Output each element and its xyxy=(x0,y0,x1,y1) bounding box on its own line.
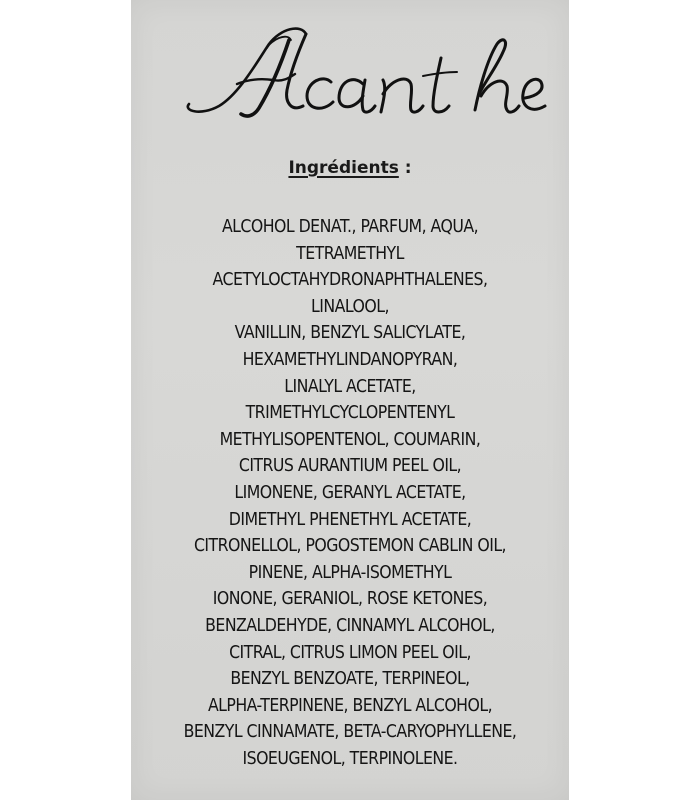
ingredient-line: PINENE, ALPHA-ISOMETHYL xyxy=(248,562,452,583)
ingredient-line: BENZYL CINNAMATE, BETA-CARYOPHYLLENE, xyxy=(183,722,517,743)
ingredient-line: HEXAMETHYLINDANOPYRAN, xyxy=(242,349,458,370)
ingredient-line: ISOEUGENOL, TERPINOLENE. xyxy=(242,748,458,769)
ingredient-line: ALCOHOL DENAT., PARFUM, AQUA, xyxy=(221,217,479,237)
brand-logo xyxy=(131,10,569,140)
ingredient-list xyxy=(153,214,547,772)
ingredient-line: LINALYL ACETATE, xyxy=(284,376,416,397)
ingredients-heading-label: Ingrédients xyxy=(288,158,399,178)
ingredients-heading-colon: : xyxy=(398,158,412,178)
perfume-ingredient-label xyxy=(131,0,569,800)
ingredient-line: BENZYL BENZOATE, TERPINEOL, xyxy=(230,669,470,690)
brand-script-wordmark xyxy=(131,10,569,140)
ingredient-line: CITRAL, CITRUS LIMON PEEL OIL, xyxy=(229,642,471,663)
ingredient-line: CITRUS AURANTIUM PEEL OIL, xyxy=(238,456,462,477)
ingredient-line: TRIMETHYLCYCLOPENTENYL xyxy=(245,403,455,424)
ingredient-line: IONONE, GERANIOL, ROSE KETONES, xyxy=(212,589,488,610)
ingredient-line: TETRAMETHYL xyxy=(296,243,404,264)
ingredient-line: METHYLISOPENTENOL, COUMARIN, xyxy=(219,429,481,450)
ingredient-line: ALPHA-TERPINENE, BENZYL ALCOHOL, xyxy=(207,695,493,716)
ingredient-line: ACETYLOCTAHYDRONAPHTHALENES, xyxy=(212,270,488,291)
ingredient-line: LINALOOL, xyxy=(311,296,389,317)
ingredient-line: BENZALDEHYDE, CINNAMYL ALCOHOL, xyxy=(205,615,495,636)
ingredient-line: DIMETHYL PHENETHYL ACETATE, xyxy=(228,509,472,530)
ingredient-line: VANILLIN, BENZYL SALICYLATE, xyxy=(234,323,466,344)
ingredient-line: LIMONENE, GERANYL ACETATE, xyxy=(234,482,466,503)
ingredient-line: CITRONELLOL, POGOSTEMON CABLIN OIL, xyxy=(193,536,507,557)
ingredients-heading xyxy=(131,158,569,178)
